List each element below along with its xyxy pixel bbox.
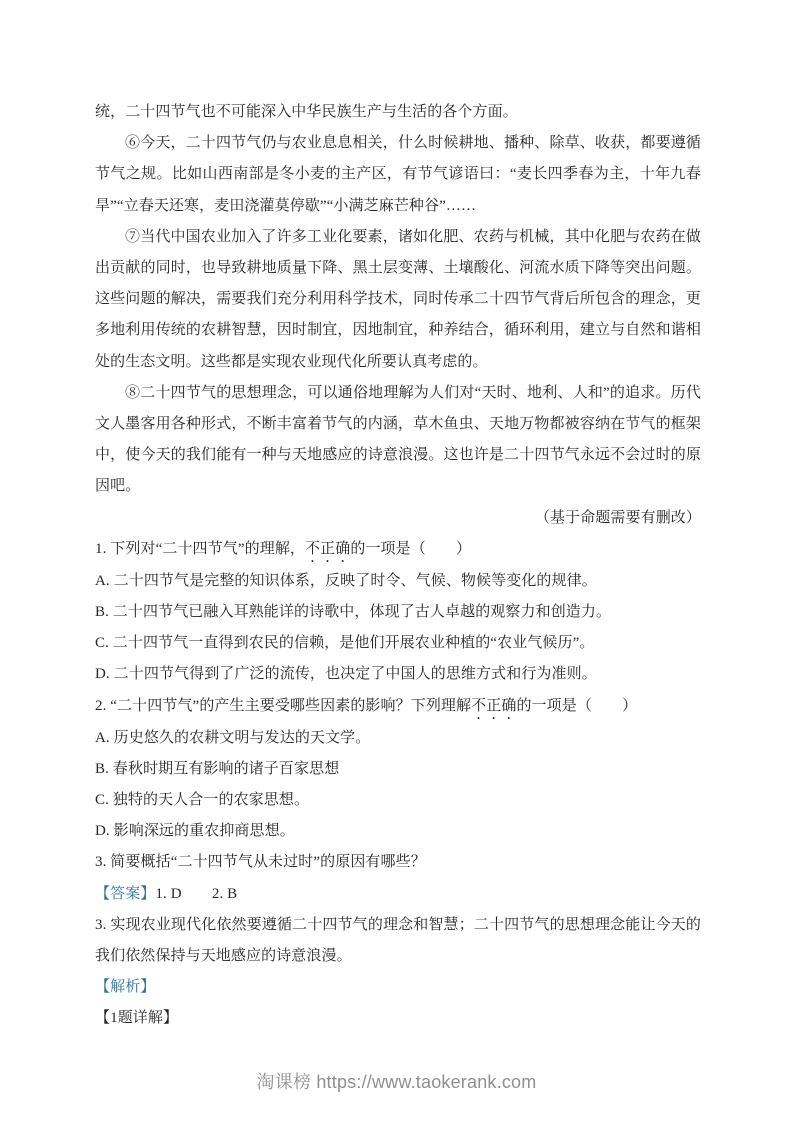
question-2-stem-pre: 2. “二十四节气”的产生主要受哪些因素的影响？下列理解 bbox=[95, 697, 472, 714]
question-2-option-c: C. 独特的天人合一的农家思想。 bbox=[95, 792, 310, 809]
question-1-option-d: D. 二十四节气得到了广泛的流传，也决定了中国人的思维方式和行为准则。 bbox=[95, 666, 597, 683]
question-1-option-c: C. 二十四节气一直得到农民的信赖，是他们开展农业种植的“农业气候历”。 bbox=[95, 635, 595, 652]
question-2-option-d: D. 影响深远的重农抑商思想。 bbox=[95, 823, 295, 840]
analysis-line bbox=[95, 972, 701, 1003]
question-1-option-b: B. 二十四节气已融入耳熟能详的诗歌中，体现了古人卓越的观察力和创造力。 bbox=[95, 604, 612, 621]
question-2-stem-emphasis: 不正确 bbox=[471, 697, 517, 714]
question-2-option-a: A. 历史悠久的农耕文明与发达的天文学。 bbox=[95, 729, 371, 746]
analysis-label: 【解析】 bbox=[95, 979, 156, 996]
answer-choices: 1. D 2. B bbox=[155, 885, 238, 902]
exam-content bbox=[95, 97, 701, 1035]
page-footer: 淘课榜 https://www.taokerank.com bbox=[256, 1072, 537, 1092]
question-1-option-a: A. 二十四节气是完整的知识体系，反映了时令、气候、物候等变化的规律。 bbox=[95, 572, 597, 589]
answer-line bbox=[95, 879, 701, 910]
passage-paragraph-6: ⑥今天，二十四节气仍与农业息息相关，什么时候耕地、播种、除草、收获，都要遵循节气之规。比如山西南部是冬小麦的主产区，有节气谚语曰：“麦长四季春为主，十年九春旱”“立春天还寒，麦田浇灌莫停歇”“小满芝麻芒种谷”…… bbox=[95, 135, 701, 214]
question-2-stem bbox=[95, 691, 701, 723]
question-1-stem-post: 的一项是（ ） bbox=[350, 540, 472, 557]
question-1-stem bbox=[95, 534, 701, 566]
question-3-stem: 3. 简要概括“二十四节气从未过时”的原因有哪些？ bbox=[95, 854, 426, 871]
passage-continuation-line: 统，二十四节气也不可能深入中华民族生产与生活的各个方面。 bbox=[95, 104, 518, 120]
passage-paragraph-7: ⑦当代中国农业加入了许多工业化要素，诸如化肥、农药与机械，其中化肥与农药在做出贡献的同时，也导致耕地质量下降、黑土层变薄、土壤酸化、河流水质下降等突出问题。这些问题的解决，需要我们充分利用科学技术，同时传承二十四节气背后所包含的理念，更多地利用传统的农耕智慧，因时制宜，因地制宜，种养结合，循环利用，建立与自然和谐相处的生态文明。这些都是实现农业现代化所要认真考虑的。 bbox=[95, 228, 701, 370]
question-2-stem-post: 的一项是（ ） bbox=[516, 697, 638, 714]
passage-paragraph-8: ⑧二十四节气的思想理念，可以通俗地理解为人们对“天时、地利、人和”的追求。历代文人墨客用各种形式，不断丰富着节气的内涵，草木鱼虫、天地万物都被容纳在节气的框架中，使今天的我们能有一种与天地感应的诗意浪漫。这也许是二十四节气永远不会过时的原因吧。 bbox=[95, 384, 701, 495]
answer-label: 【答案】 bbox=[95, 885, 156, 902]
question-1-stem-emphasis: 不正确 bbox=[305, 540, 351, 557]
detail-1-heading: 【1题详解】 bbox=[95, 1010, 179, 1027]
source-note: （基于命题需要有删改） bbox=[534, 509, 701, 526]
question-2-option-b: B. 春秋时期互有影响的诸子百家思想 bbox=[95, 760, 340, 777]
question-1-stem-pre: 1. 下列对“二十四节气”的理解， bbox=[95, 540, 306, 557]
answer-3-text: 3. 实现农业现代化依然要遵循二十四节气的理念和智慧；二十四节气的思想理念能让今天的我们依然保持与天地感应的诗意浪漫。 bbox=[95, 916, 701, 965]
